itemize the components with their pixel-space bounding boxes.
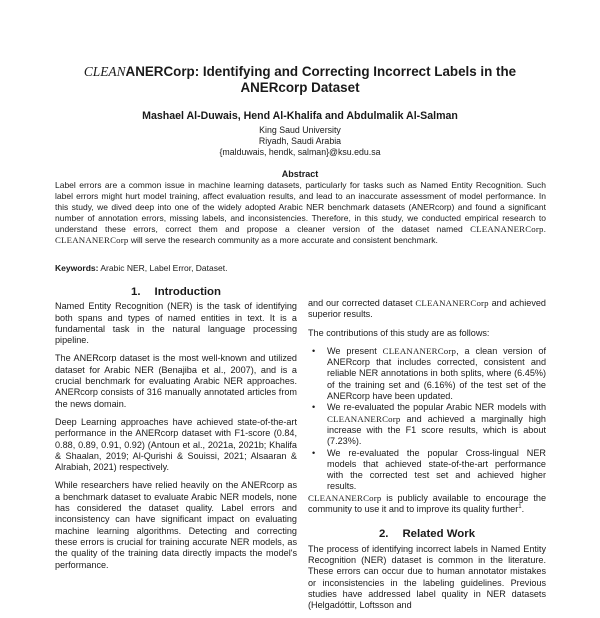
section-number: 1. [131,286,141,298]
dataset-name: CLEANANERCorp [470,224,544,234]
text: and our corrected dataset [308,298,416,308]
paper-title [40,64,560,96]
text: , a clean version of ANERcorp that includes corrected, consistent and reliable NER annotations in both splits, where (6.45%) of the training set and (6.16%) of the test set of the ANERcorp have been updated. [327,345,546,402]
dataset-name: CLEANANERCorp [55,235,129,245]
bullet-icon: • [312,447,316,458]
dataset-name: CLEANANERCorp [382,345,457,356]
paragraph: Deep Learning approaches have achieved state-of-the-art performance in the ANERcorp dataset with F1-score (0.84, 0.88, 0.89, 0.91, 0.92) (Antoun et al., 2021a, 2021b; Khalifa & Shaalan, 2019; Al-Qurishi & Souissi, 2021; Alsaaran & Alrabiah, 2021) respectively. [55,416,297,473]
bullet-icon: • [312,402,316,413]
list-item [308,448,546,493]
abstract-part: Label errors are a common issue in machine learning datasets, particularly for tasks such as Named Entity Recognition. Such label errors might hurt model training, affect evaluation results, and lead to an inaccurate assessment of model performance. In this study, we dived deep into one of the widely adopted Arabic NER benchmark datasets (ANERcorp) and found a significant number of annotation errors, missing labels, and inconsistencies. Therefore, in this study, we conducted empirical research to understand these errors, correct them and propose a cleaner version of the dataset named [55,180,546,234]
text: . [521,504,525,515]
section-number: 2. [378,528,389,541]
dataset-name: CLEANANERCorp [327,413,401,424]
text: We re-evaluated the popular Arabic NER models with [327,402,546,413]
text: We present [327,345,383,356]
section-heading-related-work [308,529,546,540]
paragraph [308,298,546,321]
text: is publicly available to encourage the community to use it and to improve its quality further [308,492,546,515]
section-title: Introduction [154,286,221,298]
right-column [308,298,546,618]
paragraph: While researchers have relied heavily on the ANERcorp as a benchmark dataset to evaluate Arabic NER models, none has considered the dataset quality. Label errors and inconsistency can have significant impact on evaluating machine learning algorithms. Detecting and correcting these errors is crucial for training accurate NER models, as the quality of the training data directly impacts the model's performance. [55,480,297,570]
contributions-list [308,346,546,493]
text: We re-evaluated the popular Cross-lingual NER models that achieved state-of-the-art performance with the corrected test set and achieved higher results. [327,447,546,492]
bullet-icon: • [312,345,316,356]
dataset-name: CLEANANERCorp [308,492,382,503]
affiliation-emails: {malduwais, hendk, salman}@ksu.edu.sa [219,147,381,158]
text: and achieved a marginally high increase with the F1 score results, which is about (7.23%). [327,413,546,447]
section-heading-introduction [55,287,297,298]
dataset-name: CLEANANERCorp [415,298,489,308]
affiliation-university: King Saud University [259,125,341,135]
paragraph: Named Entity Recognition (NER) is the task of identifying both spans and types of named entities in text. It is a fundamental task in the natural language processing pipeline. [55,301,297,346]
keywords-label: Keywords: [55,263,99,273]
title-line1: ANERCorp: Identifying and Correcting Incorrect Labels in the [125,64,517,79]
keywords [55,263,227,273]
abstract-text [55,180,546,246]
list-item [308,402,546,447]
text: and achieved superior results. [308,298,546,320]
affiliation-location: Riyadh, Saudi Arabia [258,136,342,147]
authors: Mashael Al-Duwais, Hend Al-Khalifa and Abdulmalik Al-Salman [142,110,458,122]
paragraph: The contributions of this study are as follows: [308,327,490,338]
section-title: Related Work [402,528,476,541]
paragraph: The process of identifying incorrect labels in Named Entity Recognition (NER) dataset is common in the literature. These errors can occur due to human annotator mistakes or inconsistencies in the labeling guidelines. Previous studies have addressed label quality in NER datasets (Helgadóttir, Loftsson and [308,543,546,611]
abstract-part: will serve the research community as a more accurate and consistent benchmark. [128,235,438,245]
title-line2: ANERcorp Dataset [240,80,360,95]
keywords-value: Arabic NER, Label Error, Dataset. [98,263,228,273]
footnote-mark[interactable]: 1 [518,504,522,511]
title-clean-prefix: CLEAN [83,64,126,79]
paragraph [308,493,546,516]
abstract-heading: Abstract [281,169,319,179]
abstract-part: . [543,224,546,234]
left-column [55,287,297,578]
list-item [308,346,546,402]
affiliation [40,125,560,159]
paragraph: The ANERcorp dataset is the most well-known and utilized dataset for Arabic NER (Benajiba et al., 2007), and is a crucial benchmark for evaluating Arabic NER approaches. ANERcorp consists of 316 manually annotated articles from the news domain. [55,353,297,409]
